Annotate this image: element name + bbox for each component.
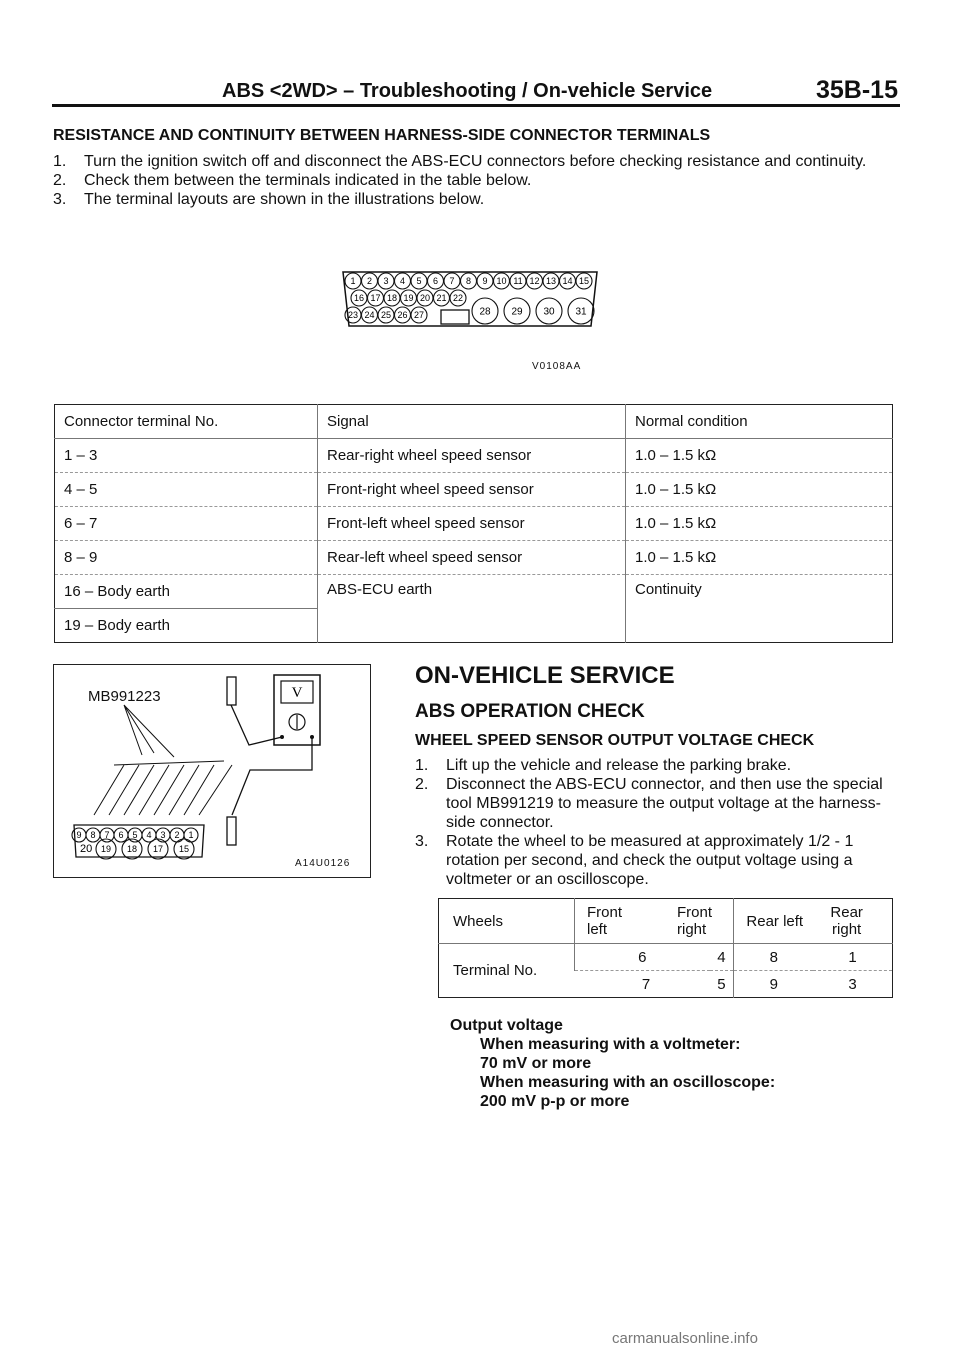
page-title: ABS <2WD> – Troubleshooting / On-vehicle Service [222,80,713,102]
connector-pin-label: 11 [513,276,523,287]
connector-pin-label: 13 [545,276,557,287]
cell-front-right-2: 5 [717,975,726,993]
connector-pin-label: 1 [350,276,356,287]
connector-pin-label: 15 [578,276,590,287]
cell-terminal-label: Terminal No. [453,962,538,979]
table-row [55,507,893,541]
side-pin-label: 20 [80,843,93,855]
list-item [53,152,903,171]
section-title-service: ON-VEHICLE SERVICE [415,662,675,689]
cell-front-left-1: 6 [575,944,710,971]
connector-pin-label: 7 [104,830,110,841]
cell-condition: 1.0 – 1.5 kΩ [626,507,893,541]
service-steps [415,756,900,889]
step-text: Lift up the vehicle and release the parking brake. [446,757,792,774]
cell-terminal: 1 – 3 [55,439,318,473]
cell-terminal: 16 – Body earth [55,575,318,609]
cell-signal: ABS-ECU earth [318,575,626,643]
voltmeter-value: 70 mV or more [480,1055,592,1072]
connector-pin-label: 3 [160,830,166,841]
connector-pin-label: 16 [353,293,365,304]
step-number: 1. [53,153,67,170]
list-item [53,190,903,209]
connector-pin-label: 19 [100,844,112,855]
connector-pin-label: 5 [416,276,422,287]
page-number: 35B-15 [816,76,898,104]
oscilloscope-value: 200 mV p-p or more [480,1093,630,1110]
cell-wheels-label: Wheels [439,899,575,944]
connector-pin-label: 6 [118,830,124,841]
front-right-line1: Front [677,904,713,921]
cell-terminal: 19 – Body earth [55,609,318,643]
rear-left-label: Rear left [746,912,804,930]
connector-pin-label: 1 [188,830,194,841]
connector-pin-label: 19 [403,293,414,304]
cell-rear-left-1: 8 [734,944,813,971]
connector-pin-label: 6 [432,276,439,287]
connector-large-pins [472,298,594,324]
cell-front-right-1: 4 [710,944,734,971]
tool-pointer-lines [124,705,174,757]
cell-terminal: 6 – 7 [55,507,318,541]
probe-bottom [227,817,236,845]
probe-top [227,677,236,705]
tool-illustration [53,664,371,878]
front-left-line2: left [587,921,608,938]
connector-pin-label: 9 [482,276,488,287]
voltmeter-label: When measuring with a voltmeter: [480,1036,741,1053]
table-row [439,944,893,971]
connector-pin-label: 12 [529,276,540,287]
subsubsection-title: WHEEL SPEED SENSOR OUTPUT VOLTAGE CHECK [415,732,815,749]
step-text: Turn the ignition switch off and disconnect the ABS-ECU connectors before checking resistance and continuity. [84,153,867,170]
watermark-footer: carmanualsonline.info [612,1330,758,1347]
step-text: Rotate the wheel to be measured at approximately 1/2 - 1 rotation per second, and check the output voltage using a voltmeter or an oscilloscope. [446,833,854,888]
connector-pin-label: 17 [152,844,164,855]
connector-pin-label: 8 [90,830,96,841]
figure-code: A14U0126 [295,858,351,869]
resistance-table [54,404,893,643]
connector-pin-label: 23 [347,310,359,321]
connector-pin-label: 18 [386,293,398,304]
cell-condition: Continuity [626,575,893,643]
step-number: 2. [415,776,429,793]
cell-rear-right-2: 3 [848,975,857,993]
connector-row-1 [345,273,592,289]
cell-signal: Front-right wheel speed sensor [318,473,626,507]
connector-pin-label: 5 [132,830,138,841]
connector-pin-label: 24 [364,310,375,321]
rear-right-line1: Rear [830,904,863,921]
connector-pin-label: 18 [126,844,138,855]
step-text: Check them between the terminals indicated in the table below. [84,172,532,189]
subsection-title: ABS OPERATION CHECK [415,701,645,722]
connector-pin-label: 2 [174,830,180,841]
connector-pin-label: 9 [76,830,82,841]
list-item [415,832,900,889]
wheel-terminal-table [438,898,893,998]
front-right-line2: right [677,921,707,938]
cell-rear-right-1: 1 [813,944,892,971]
table-row [55,541,893,575]
cell-condition: 1.0 – 1.5 kΩ [626,541,893,575]
connector-pin-label: 22 [452,293,464,304]
connector-pin-label: 7 [449,276,455,287]
connector-pin-label: 2 [366,276,373,287]
connector-pin-label: 8 [465,276,472,287]
step-text: Disconnect the ABS-ECU connector, and then use the special tool MB991219 to measure the output voltage at the harness-side connector. [446,776,883,831]
connector-row-3 [345,307,427,323]
cell-front-left-2: 7 [641,975,651,993]
connector-row-2 [351,290,466,306]
connector-pin-label: 4 [146,830,152,841]
list-item [53,171,903,190]
page-header [52,78,900,108]
cell-condition: 1.0 – 1.5 kΩ [626,439,893,473]
table-row [55,473,893,507]
connector-key [441,310,469,324]
connector-pin-label: 21 [436,293,447,304]
oscilloscope-label: When measuring with an oscilloscope: [480,1074,776,1091]
list-item [415,775,900,832]
connector-pin-label: 15 [178,844,190,855]
connector-pin-label: 4 [399,276,406,287]
figure-code: V0108AA [532,361,582,372]
output-voltage-label: Output voltage [450,1017,563,1034]
header-rule [52,104,900,107]
step-number: 2. [53,172,67,189]
connector-pin-label: 10 [496,276,507,287]
column-header-terminal: Connector terminal No. [55,405,318,439]
step-number: 3. [53,191,67,208]
resistance-steps [53,152,903,209]
cell-signal: Rear-left wheel speed sensor [318,541,626,575]
section-title-resistance: RESISTANCE AND CONTINUITY BETWEEN HARNESS-SIDE CONNECTOR TERMINALS [53,127,711,144]
connector-pin-label: 14 [562,276,573,287]
cell-terminal: 4 – 5 [55,473,318,507]
cell-terminal: 8 – 9 [55,541,318,575]
connector-pin-label: 3 [383,276,389,287]
table-row [55,575,893,609]
table-row [55,439,893,473]
cell-signal: Front-left wheel speed sensor [318,507,626,541]
cell-rear-left-2: 9 [734,971,813,998]
cell-condition: 1.0 – 1.5 kΩ [626,473,893,507]
harness-wires [94,761,232,815]
cell-front-wheels [575,899,734,944]
meter-symbol: V [291,685,303,701]
tool-number-label: MB991223 [88,688,161,705]
column-header-signal: Signal [318,405,626,439]
step-number: 3. [415,833,429,850]
front-left-line1: Front [587,904,623,921]
connector-pin-label: 29 [511,306,523,318]
step-text: The terminal layouts are shown in the illustrations below. [84,191,485,208]
step-number: 1. [415,757,429,774]
connector-terminal-diagram [339,268,601,330]
cell-rear-wheels [734,899,893,944]
connector-pin-label: 27 [413,310,425,321]
connector-pin-label: 31 [575,306,587,318]
rear-right-line2: right [832,921,862,938]
table-header-row [439,899,893,944]
table-header-row [55,405,893,439]
output-voltage-spec [450,1016,775,1111]
connector-pin-label: 28 [479,306,491,318]
probe-wire [232,737,312,815]
connector-pin-label: 26 [397,310,408,321]
connector-pin-label: 17 [370,293,381,304]
column-header-condition: Normal condition [626,405,893,439]
connector-pin-label: 30 [543,306,555,318]
connector-pin-label: 20 [419,293,431,304]
list-item [415,756,900,775]
service-section [415,660,900,889]
connector-pin-label: 25 [380,310,392,321]
cell-signal: Rear-right wheel speed sensor [318,439,626,473]
